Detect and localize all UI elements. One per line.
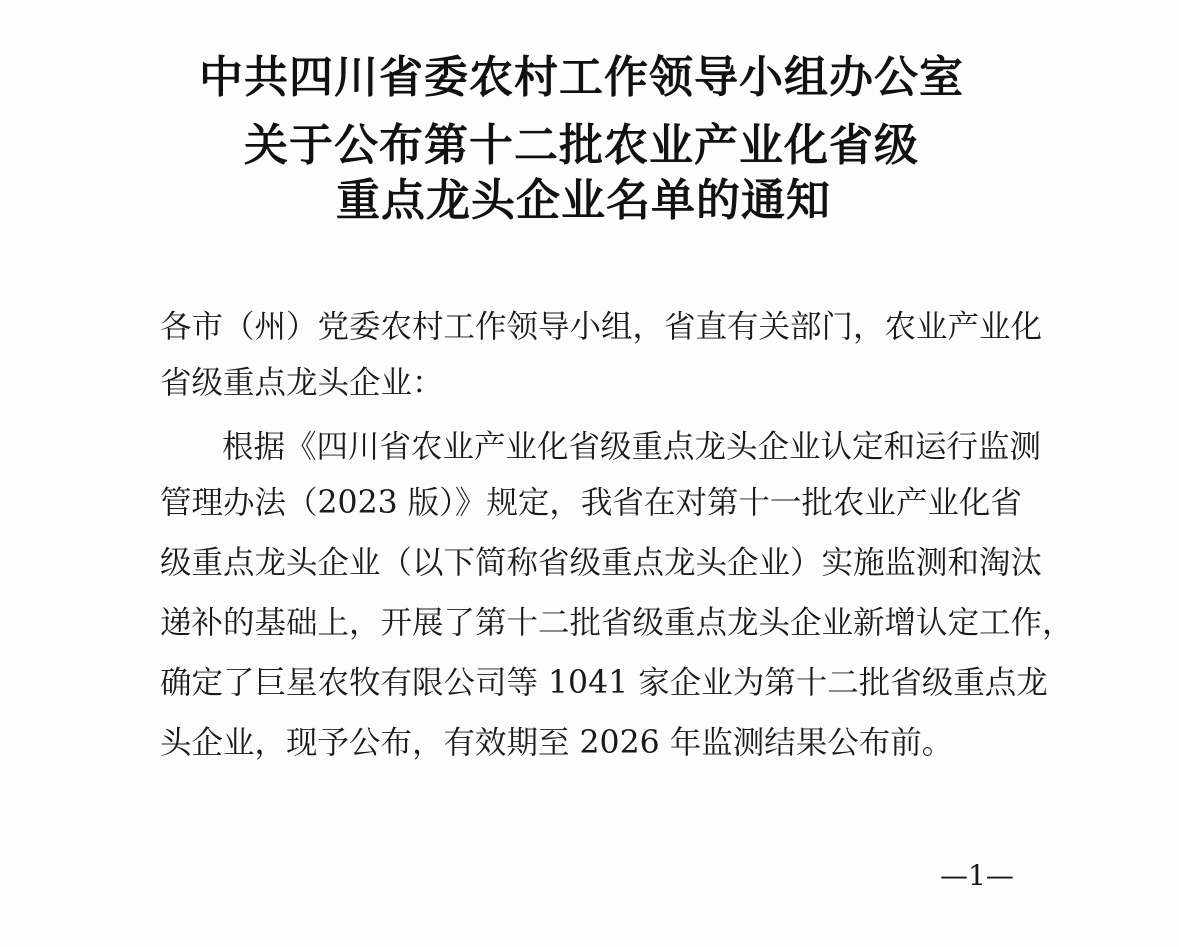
- body-line-5: 级重点龙头企业（以下简称省级重点龙头企业）实施监测和淘汰: [160, 545, 1043, 581]
- document-title-line-2: 关于公布第十二批农业产业化省级: [244, 120, 919, 171]
- body-line-4: 管理办法（2023 版）》规定，我省在对第十一批农业产业化省: [160, 485, 1022, 521]
- body-line-7: 确定了巨星农牧有限公司等 1041 家企业为第十二批省级重点龙: [160, 665, 1048, 701]
- document-title-line-3: 重点龙头企业名单的通知: [336, 175, 831, 226]
- document-title-line-1: 中共四川省委农村工作领导小组办公室: [199, 52, 964, 103]
- body-line-3: 根据《四川省农业产业化省级重点龙头企业认定和运行监测: [222, 429, 1042, 465]
- body-line-8: 头企业，现予公布，有效期至 2026 年监测结果公布前。: [160, 725, 954, 761]
- page-number: —1—: [940, 859, 1014, 892]
- body-line-1: 各市（州）党委农村工作领导小组，省直有关部门，农业产业化: [160, 309, 1043, 345]
- body-line-6: 递补的基础上，开展了第十二批省级重点龙头企业新增认定工作，: [160, 605, 1074, 641]
- body-line-2: 省级重点龙头企业：: [160, 365, 444, 401]
